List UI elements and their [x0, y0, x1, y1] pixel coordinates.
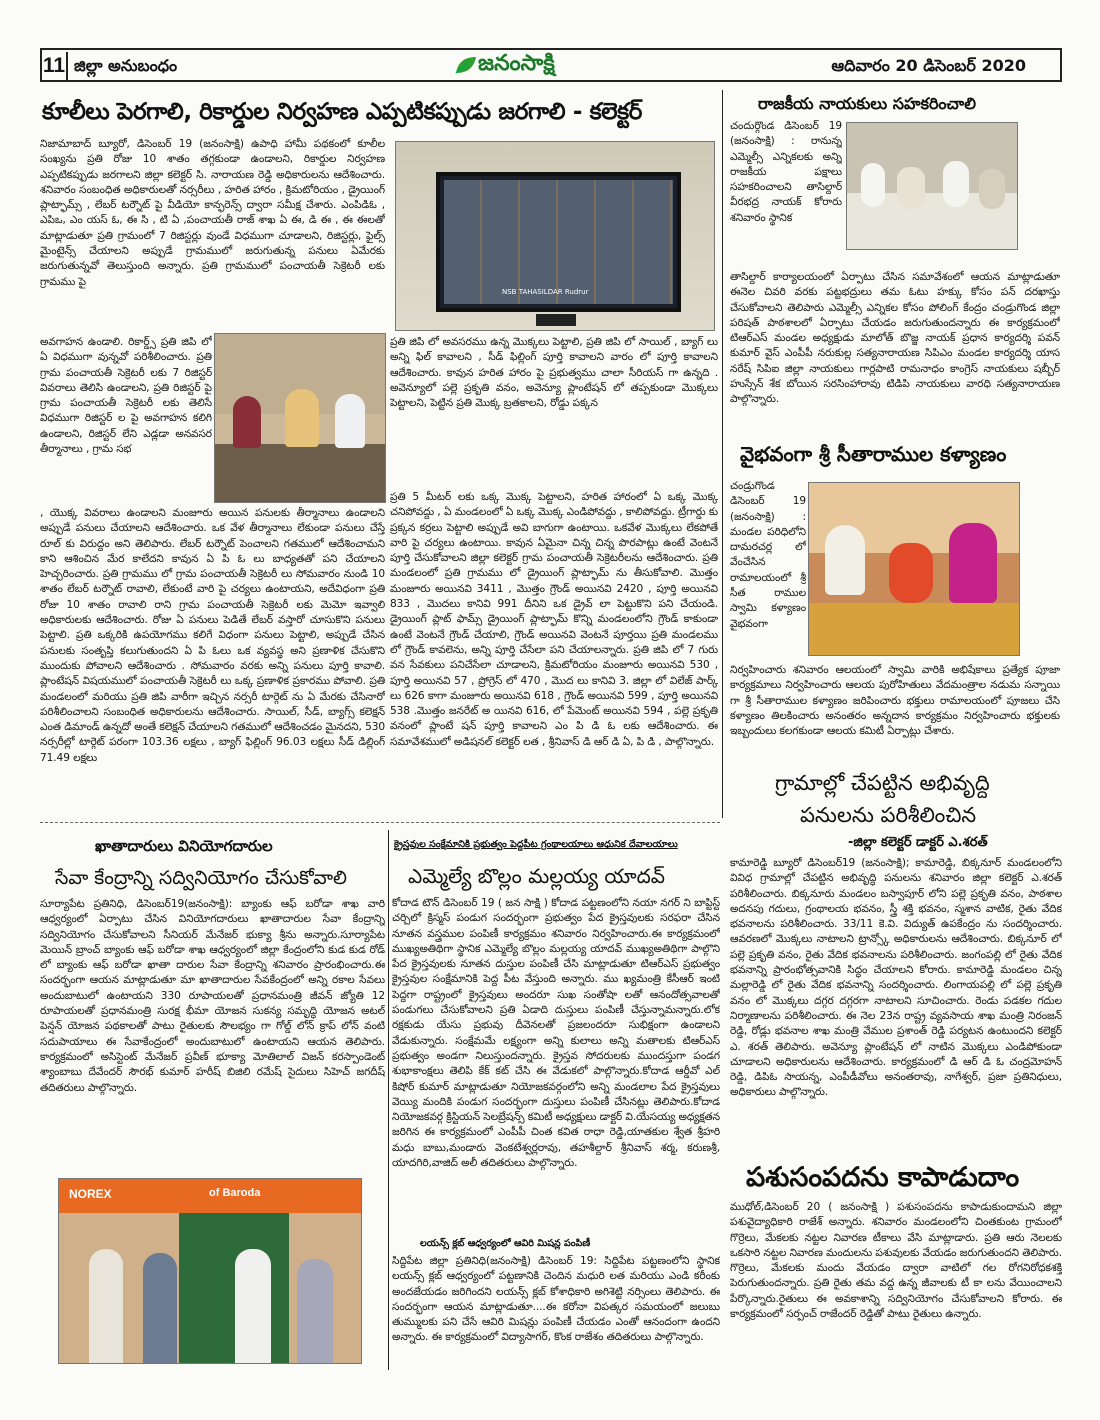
lions-headline: లయన్స్ క్లబ్ ఆధ్వర్యంలో ఆవిరి మిషన్ల పంపిణీ	[420, 1238, 591, 1249]
lead-body-top: నిజామాబాద్ బ్యూరో, డిసెంబర్ 19 (జనంసాక్షి) ఉపాధి హామీ పథకంలో కూలీల సంఖ్యను ప్రతి రోజు 10 శాతం తగ్గకుండా ఉండాలని, రికార్డుల నిర్వహణ ఎప్పటికప్పుడు జరగాలని జిల్లా కలెక్టర్ సి. నారాయణ రెడ్డి అధికారులను ఆదేశించారు. శనివారం సంబంధిత అధికారులతో నర్సరీలు , హరిత హారం , క్రిమటోరియం , డ్రైయింగ్ ప్లాట్ఫామ్స్ , లేబర్ టర్నౌట్ పై వీడియో కాన్ఫరెన్స్ ద్వారా సమీక్ష చేశారు. ఎంపిడిఓ , ఎపిఒ, ఎం యస్ ఓ, ఈ సి , టి ఏ ,పంచాయతీ రాజ్ శాఖ ఏ ఈ, డి ఈ , ఈ ఈలతో మాట్లాడుతూ ప్రతి గ్రామంలో 7 రిజిస్టర్లు వుండే విధముగా చూడాలని, రిజిస్టర్లు, ఫైల్స్ మైంటైన్స్ చేయాలని అప్పుడే గ్రామములో జరుగుతున్న పనులు ఏమేరకు జరుగుతున్నవో తెలుస్తుంది అన్నారు. ప్రతి గ్రామములో పంచాయతీ సెక్రెటరీ లకు గ్రామము పై	[40, 138, 385, 288]
bank-sign-text: NOREX	[69, 1187, 112, 1201]
politics-headline: రాజకీయ నాయకులు సహకరించాలి	[758, 94, 976, 113]
politics-body-side: చందుర్గొండ డిసెంబర్ 19 (జనంసాక్షి) : రానున్న ఎమ్మెల్సీ ఎన్నికలకు అన్ని రాజకీయ పక్షాలు సహకరించాలని తాసిల్దార్ వీరభద్ర నాయక్ కోరారు శనివారం స్థానిక	[730, 120, 842, 224]
lead-headline: కూలీలు పెరగాలి, రికార్డుల నిర్వహణ ఎప్పటికప్పుడు జరగాలి - కలెక్టర్	[42, 99, 642, 125]
collector-meeting-photo	[214, 333, 386, 503]
bank-opening-photo	[58, 1178, 362, 1364]
section-name: జిల్లా అనుబంధం	[74, 56, 178, 75]
tv-screen	[436, 172, 681, 312]
livestock-headline: పశుసంపదను కాపాడుదాం	[746, 1162, 1020, 1193]
bank-sign-text: of Baroda	[209, 1187, 261, 1199]
tv-caption: NSB TAHASILDAR Rudrur	[502, 288, 589, 296]
divider	[40, 822, 720, 823]
development-body: కామారెడ్డి బ్యూరో డిసెంబర్19 (జనంసాక్షి); కామారెడ్డి, బిక్కనూర్ మండలంలోని వివిధ గ్రామాల్లో చేపట్టిన అభివృద్ధి పనులను శనివారం జిల్లా కలెక్టర్ ఎ.శరత్ పరిశీలించారు. బిక్కనూరు మండలం బస్వాపూర్ లోని పల్లె ప్రకృతి వనం, పాఠశాల అదనపు గదులు, గ్రంథాలయ భవనం, స్త్రీ శక్తి భవనం, స్మశాన వాటిక, రైతు వేదిక భవనాలను పరిశీలించారు. 33/11 కె.వి. విద్యుత్ ఉపకేంద్రం ను సందర్శించారు. ఆవరణలో మొక్కలు నాటాలని ట్రాన్స్కో అధికారులను ఆదేశించారు. బిక్కనూర్ లో పల్లె ప్రకృతి వనం, రైతు వేదిక భవనాలను పరిశీలించారు. జంగంపల్లి లో రైతు వేదిక భవనాన్ని ప్రారంభోత్సవానికి సిద్ధం చేయాలని కోరారు. కామారెడ్డి మండలం చిన్న మల్లారెడ్డి లో రైతు వేదిక భవనాన్ని సందర్శించారు. లింగాయపల్లి లో పల్లె ప్రకృతి వనం లో మొక్కలు దగ్గర దగ్గరగా నాటాలని సూచించారు. రెండు పడకల గదుల నిర్మాణాలను పరిశీలించారు. ఈ నెల 23న రాష్ట్ర వ్యవసాయ శాఖ మంత్రి నిరంజన్ రెడ్డి, రోడ్లు భవనాల శాఖ మంత్రి వేముల ప్రశాంత్ రెడ్డి పర్యటన ఉంటుందని కలెక్టర్ ఎ. శరత్ తెలిపారు. అవెన్యూ ప్లాంటేషన్ లో నాటిన మొక్కలు ఎండిపోకుండా చూడాలని అధికారులను ఆదేశించారు. కార్యక్రమంలో డి ఆర్ డి ఓ చంద్రమోహన్ రెడ్డి, డిపిఓ సాయన్న, ఎంపీడీవోలు అనంతరావు, నాగేశ్వర్, ప్రజా ప్రతినిధులు, అధికారులు పాల్గొన్నారు.	[730, 857, 1062, 1099]
mla-kicker: క్రైస్తవుల సంక్షేమానికి ప్రభుత్వం పెద్దపీట గ్రంథాలయాలు ఆధునిక దేవాలయాలు	[394, 839, 678, 850]
leaf-icon	[454, 55, 478, 75]
bank-body: సూర్యాపేట ప్రతినిధి, డిసెంబర్19(జనంసాక్షి): బ్యాంకు ఆఫ్ బరోడా శాఖ వారి ఆధ్వర్యంలో ఏర్పాటు చేసిన వినియోగదారులు ఖాతాదారుల సేవా కేంద్రాన్ని సద్వినియోగం చేసుకోవాలని సీనియర్ మేనేజర్ భుక్యా శ్రీను అన్నారు.సూర్యాపేట మెయిన్ బ్రాంచ్ బ్యాంకు ఆఫ్ బరోడా శాఖ ఆధ్వర్యంలో జిల్లా కేంద్రంలోని కుడ కుడ రోడ్ లో బ్యాంకు ఆఫ్ బరోడా ఖాతా దారుల సేవా కేంద్రాన్ని శనివారం ప్రారంభించారు.ఈ సందర్భంగా ఆయన మాట్లాడుతూ మా ఖాతాదారుల సేవకేంద్రంలో అన్ని రకాల సేవలు అందుబాటులో ఉంటాయని 330 రూపాయలతో ప్రధానమంత్రి జీవన్ జ్యోతి 12 రూపాయలతో ప్రధానమంత్రి సురక్ష భీమా యోజన సుకన్య సమృద్ధి యోజన అటల్ పెన్షన్ యోజన పథకాలతో పాటు రైతులకు సౌలభ్యం గా గోల్డ్ లోన్ క్రాప్ లోన్ వంటి సదుపాయాలు ఈ సేవాకేంద్రంలో అందుబాటులో ఉంటాయని ఆయన తెలిపారు. కార్యక్రమంలో అసిస్టెంట్ మేనేజర్ ప్రవీణ్ భూక్యా మోతిలాల్ విజన్ కరస్పాండెంట్ శ్యాంబాబు దేవేందర్ సౌరభ్ కుమార్ హరీష్ బిజిలి రమేష్ సైదులు సిహెచ్ జగదీష్ తదితరులు పాల్గొన్నారు.	[40, 898, 385, 1094]
lead-body-bottom: , యొక్క వివరాలు ఉండాలని మంజూరు అయిన పనులకు తీర్మానాలు ఉండాలని అప్పుడే పనులు చేయాలని ఆదేశించారు. ఒక వేళ తీర్మానాలు లేకుండా పనులు చేస్తే రూల్ కు విరుద్దం అని తెలిపారు. లేబర్ టర్నౌట్ పెంచాలని గతములో ఆదేశించామని కాని ఆశించిన మేర కాలేదని కావున ఏ పి ఓ లు బాధ్యతతో పని చేయాలని హెచ్చరించారు. ప్రతి గ్రామము లో గ్రామ పంచాయతీ సెక్రెటరీ లు సోమవారం నుండి 10 శాతం లేబర్ టర్నౌట్ రావాలి, లేకుంటే వారి పై చర్యలు ఉంటాయని, అదేవిధంగా ప్రతి రోజు 10 శాతం రావాలి రాని గ్రామ పంచాయతీ సెక్రెటరీ లకు మెమో ఇవ్వాలి అధికారులకు ఆదేశించారు. రోజు ఏ పనులు పెడితే లేబర్ వస్తారో చూసుకొని పనులు పెట్టాలి. ప్రతి ఒక్కరికి ఉపయోగము కలిగే విధంగా పనులు పెట్టాలి, అప్పుడే చేసిన పనులకు సంతృప్తి కలుగుతుందని ఏ పి ఓలు ఒక వ్యవస్థ అని ప్రణాళిక చేసుకొని ముందుకు పోవాలని ఆదేశించారు . సోమవారం వరకు అన్ని పనులు పూర్తి కావాలి. ప్లాంటేషన్ విషయములో పంచాయతీ సెక్రెటరీ లు ఒక్క ప్రణాళిక ప్రకారము పోవాలి. ప్రతి మండలంలో మరియు ప్రతి జిపి వారీగా ఇచ్చిన నర్సరీ టార్గెట్ ను ఏ మేరకు చేసినారో పరిశీలించాలని సంబంధిత అధికారులను ఆదేశించారు. సాయిల్, సీడ్, బ్యాగ్స్ కలెక్షన్ ఎంత డిమాండ్ ఉన్నదో అంతే కలెక్షన్ చేయాలని గతములో ఆదేశించడం మైనదని, 530 నర్సరీల్లో టార్గెట్ పరంగా 103.36 లక్షలు , బ్యాగ్ ఫిల్లింగ్ 96.03 లక్షలు సీడ్ డిల్లింగ్ 71.49 లక్షలు	[40, 507, 385, 764]
lead-body-mid: ప్రతి జిపి లో అవసరము ఉన్న మొక్కలు పెట్టాలి, ప్రతి జిపి లో సాయిల్ , బ్యాగ్ లు అన్ని ఫిల్ కావాలని , సీడ్ ఫిల్లింగ్ పూర్తి కావాలని వారం లో పూర్తి కావాలని ఆదేశించారు. కావున హరిత హారం పై ప్రభుత్వము చాలా సీరియస్ గా ఉన్నది . అవెన్యూలో పల్లె ప్రకృతి వనం, అవెన్యూ ప్లాంటేషన్ లో తప్పకుండా మొక్కలు పెట్టాలని, పెట్టిన ప్రతి మొక్క బ్రతకాలని, రోడ్డు పక్కన	[390, 336, 718, 410]
temple-kalyanam-photo	[808, 482, 1020, 656]
divider	[388, 830, 389, 1370]
kalyanam-body-side: చండ్రుగొండ డిసెంబర్ 19 (జనంసాక్షి) : మండల పరిధిలోని దామరచర్ల లో వేంచేసిన రామాలయంలో శ్రీ సీత రాముల స్వామి కళ్యాణం వైభవంగా	[730, 480, 806, 630]
divider	[722, 90, 723, 818]
newspaper-name: జనంసాక్షి	[478, 51, 555, 76]
development-headline-2: పనులను పరిశీలించిన	[800, 803, 977, 827]
bank-kicker: ఖాతాదారులు వినియోగదారుల	[95, 837, 273, 855]
lions-body: సిద్దిపేట జిల్లా ప్రతినిధి(జనంసాక్షి) డిసెంబర్ 19: సిద్దిపేట పట్టణంలోని స్థానిక లయన్స్ క్లబ్ ఆధ్వర్యంలో పట్టణానికి చెందిన మధురి లత మరియు ఎండి కరీంకు అందజేయడం జరిగిందని లయన్స్ క్లబ్ కోశాధికారి అగిశెట్టి నర్సింలు తెలిపారు. ఈ సందర్భంగా ఆయన మాట్లాడుతూ....ఈ కరోనా విపత్కర సమయంలో జలుబు తుమ్ములకు పని చేసే ఆవిరి మిషన్లు పంపిణీ చేయడం ఎంతో ఆనందంగా ఉందని అన్నారు. ఈ కార్యక్రమంలో విద్యాసాగర్, కొంక రాజేశం తదితరులు పాల్గొన్నారు.	[392, 1255, 720, 1344]
lead-body-left: అవగాహన ఉండాలి. రికార్డ్స్ ప్రతి జిపి లో ఏ విధముగా వున్నవో పరిశీలించారు. ప్రతి గ్రామ పంచాయతీ సెక్రెటరీ లకు 7 రిజిస్టర్ వివరాలు తెలిసి ఉండాలని, ప్రతి రిజిస్టర్ పై గ్రామ పంచాయతీ సెక్రెటరీ లకు తెలిసే విధముగా రిజిస్టర్ ల పై అవగాహన కలిగి ఉండాలని, రిజిస్టర్ లేని ఎడ్లడా అనవసర తీర్మానాలు , గ్రామ సభ	[40, 336, 212, 456]
kalyanam-headline: వైభవంగా శ్రీ సీతారాముల కళ్యాణం	[740, 442, 1007, 466]
mla-body: కోదాడ టౌన్ డిసెంబర్ 19 ( జన సాక్షి ) కోదాడ పట్టణంలోని నయా నగర్ ని బాప్టిస్ట్ చర్చిలో క్రిస్మస్ పండుగ సందర్భంగా ప్రభుత్వం పేద క్రైస్తవులకు సరఫరా చేసిన నూతన వస్త్రముల పంపిణీ కార్యక్రమం శనివారం నిర్వహించారు.ఈ కార్యక్రమంలో ముఖ్యఅతిథిగా స్థానిక ఎమ్మెల్యే బొల్లం మల్లయ్య యాదవ్ ముఖ్యఅతిథిగా పాల్గొని పేద క్రైస్తవులకు నూతన దుస్తుల పంపిణీ చేసి మాట్లాడుతూ టిఆర్ఎస్ ప్రభుత్వం క్రైస్తవుల సంక్షేమానికి పెద్ద పీట వేస్తుంది అన్నారు. ము ఖ్యమంత్రి కేసీఆర్ ఇంటి పెద్దగా రాష్ట్రంలో క్రైస్తవులు అందరూ సుఖ సంతోషా లతో ఆనందోత్సవాలతో పండుగలు చేసుకోవాలని ప్రతి ఏడాది దుస్తులు పంపిణీ చేస్తున్నామన్నారు.లోక రక్షకుడు యేసు ప్రభువు దీవెనలతో ప్రజలందరూ సుభిక్షంగా ఉండాలని వేడుకున్నారు. సంక్షేమమే లక్ష్యంగా అన్ని కులాలు అన్ని మతాలకు టిఆర్ఎస్ ప్రభుత్వం అండగా నిలుస్తుందన్నారు. క్రైస్తవ సోదరులకు ముందస్తుగా పండగ శుభాకాంక్షలు తెలిపి కేక్ కట్ చేసి ఈ వేడుకలో పాల్గొన్నారు.కోదాడ ఆర్డీవో ఎల్ కిషోర్ కుమార్ మాట్లాడుతూ నియోజకవర్గంలోని అన్ని మండలాల పేద క్రైస్తవులు వెయ్యి మందికి పండుగ సందర్భంగా దుస్తులు పంపిణీ చేసినట్లు తెలిపారు.కోదాడ నియోజకవర్గ క్రిస్టియన్ సెలబ్రేషన్స్ కమిటీ అధ్యక్షులు డాక్టర్ వి.యేసయ్య అధ్యక్షతన జరిగిన ఈ కార్యక్రమంలో ఎంపీపీ చింత కవిత రాధా రెడ్డి,యాతకుల శ్వేత శ్రీహరి మధు బాబు,మండారు వెంకటేశ్వర్లరావు, తహశీల్దార్ శ్రీనివాస్ శర్మ, కరుణశ్రీ, యాదగిరి,వాజిద్ అలీ తదితరులు పాల్గొన్నారు.	[392, 897, 720, 1170]
bank-headline: సేవా కేంద్రాన్ని సద్వినియోగం చేసుకోవాలి	[55, 867, 347, 889]
page-number: 11	[42, 52, 68, 80]
bank-signboard	[59, 1179, 362, 1213]
lead-body-main: ప్రతి 5 మీటర్ లకు ఒక్క మొక్క పెట్టాలని, హరిత హారంలో ఏ ఒక్క మొక్క చనిపోవద్దు , ఏ మండలంలో ఏ ఒక్క మొక్క ఎండిపోవద్దు , కాలిపోవద్దు. ట్రీగార్డు కు ప్రక్కన కర్రలు పెట్టాలి అప్పుడే అవి బాగుగా ఉంటాయి. ఒకవేళ మొక్కలు లేకపోతే వారి పై చర్యలు ఉంటాయి. కావున ఏమైనా చిన్న చిన్న పొరపాట్లు ఉంటే వెంటనే పూర్తి చేసుకోవాలని జిల్లా కలెక్టర్ గ్రామ పంచాయతీ సెక్రెటరీలను ఆదేశించారు. ప్రతి మండలంలో ప్రతి గ్రామము లో డ్రైయింగ్ ప్లాట్ఫామ్ ను తీసుకోవాలి. మొత్తం మంజూరు అయినవి 3411 , మొత్తం గ్రౌండ్ అయినవి 2420 , పూర్తి అయినవి 833 , మొదలు కానివి 991 దీనిని ఒక డ్రైవ్ లా పెట్టుకొని పని చేయండి. డ్రైయింగ్ ప్లాట్ ఫామ్స్ డ్రైయింగ్ ప్లాట్ఫామ్ కొన్ని మండలంలోని గ్రౌండ్ కాకుండా ఉంటే వెంటనే గ్రౌండ్ చేయాలి, గ్రౌండ్ అయినవి వెంటనే పూర్తయి ప్రతి మండలము లో గ్రౌండ్ కావలెను, అన్ని పూర్తి చేసేలా పని చేయాలన్నారు. ప్రతి జిపి లో 7 గురు వన సేవకులు పనిచేసేలా చూడాలని, క్రిమటోరియం మంజూరు అయినవి 530 , పూర్తి అయినవి 57 , ప్రోగ్రెస్ లో 470 , మొద లు కానివి 3. జిల్లా లో విలేజ్ పార్క్ లు 626 కాగా మంజూరు అయినవి 618 , గ్రౌండ్ అయినవి 599 , పూర్తి అయినవి 538 .మొత్తం జనరేట్ అ యినవి 616, లో పేమెంట్ అయినవి 594 , పల్లె ప్రకృతి వనంలో ప్లాంటే షన్ పూర్తి కావాలని ఎం పి డి ఓ లకు ఆదేశించారు. ఈ సమావేశములో అడిషనల్ కలెక్టర్ లత , శ్రీనివాస్ డి ఆర్ డి ఏ, పి డి , పాల్గొన్నారు.	[390, 491, 718, 748]
issue-date: ఆదివారం 20 డిసెంబర్ 2020	[831, 56, 1026, 75]
masthead	[40, 48, 1062, 82]
mla-headline: ఎమ్మెల్యే బొల్లం మల్లయ్య యాదవ్	[408, 864, 665, 888]
development-byline: -జిల్లా కలెక్టర్ డాక్టర్ ఎ.శరత్	[848, 835, 988, 850]
video-conference-photo	[395, 141, 715, 331]
newspaper-logo	[454, 48, 586, 82]
politics-body: తాసిల్దార్ కార్యాలయంలో ఏర్పాటు చేసిన సమావేశంలో ఆయన మాట్లాడుతూ ఈనెల చివరి వరకు పట్టభద్రులు తమ ఓటు హక్కు కోసం పన్ దరఖాస్తు చేసుకోవాలని తెలిపారు ఎమ్మెల్సీ ఎన్నికల కోసం పోలింగ్ కేంద్రం చండ్రుగొండ జిల్లా పరిషత్ పాఠశాలలో ఏర్పాటు చేయడం జరుగుతుందన్నారు ఈ కార్యక్రమంలో టిఆర్ఎస్ మండల అధ్యక్షుడు మాలోత్ బొజ్జ నాయక్ ప్రధాన కార్యదర్శి పవన్ కుమార్ వైస్ ఎంపీపీ నరుకుల్ల సత్యనారాయణ సిపిఎం మండల కార్యదర్శి యాస నరేష్ సిపిఐ జిల్లా నాయకులు గార్లపాటి రామనాధం కాంగ్రెస్ నాయకులు షబ్బీర్ హుస్సేన్ శేక బోయిన సరసింహారావు టిడిపి నాయకులు వారధి సత్యనారాయణ పాల్గొన్నారు.	[730, 271, 1060, 406]
livestock-body: ముధోల్,డిసెంబర్ 20 ( జనంసాక్షి ) పశుసంపదను కాపాడుకుందామని జిల్లా పశువైద్యాధికారి రాజేశ్ అన్నారు. శనివారం మండలంలోని చింతకుంట గ్రామంలో గొర్రెలు, మేకలకు నట్టల నివారణ టీకాలు వేసి మాట్లాడారు. ప్రతి ఆరు నెలలకు ఒకసారి నట్టల నివారణ మందులను పశువులకు వేయడం జరుగుతుందని తెలిపారు. గొర్రెలు, మేకలకు మందు వేయడం ద్వారా వాటిలో గల రోగనిరోధకశక్తి పెరుగుతుందన్నారు. ప్రతి రైతు తమ వద్ద ఉన్న జీవాలకు టీ కా లను వేయించాలని పేర్కొన్నారు.రైతులు ఈ అవకాశాన్ని సద్వినియోగం చేసుకోవాలని కోరారు. ఈ కార్యక్రమంలో సర్పంచ్ రాజేందర్ రెడ్డితో పాటు రైతులు ఉన్నారు.	[730, 1201, 1062, 1321]
politics-meeting-photo	[846, 122, 1018, 250]
development-headline-1: గ్రామాల్లో చేపట్టిన అభివృద్ధి	[775, 771, 990, 795]
kalyanam-body: నిర్వహించారు శనివారం ఆలయంలో స్వామి వారికి అభిషేకాలు ప్రత్యేక పూజా కార్యక్రమాలు నిర్వహించారు ఆలయ పురోహితులు వేదమంత్రాల నడుమ సన్నాయి గా శ్రీ సీతారాముల కళ్యాణం జరిపించారు భక్తులు రామాలయంలో పూజలు చేసి కళ్యాణం తిలకించారు అనంతరం అన్నదాన కార్యక్రమం నిర్వహించారు భక్తులకు ఇబ్బందులు కలగకుండా ఆలయ కమిటీ ఏర్పాట్లు చేశారు.	[730, 664, 1060, 738]
